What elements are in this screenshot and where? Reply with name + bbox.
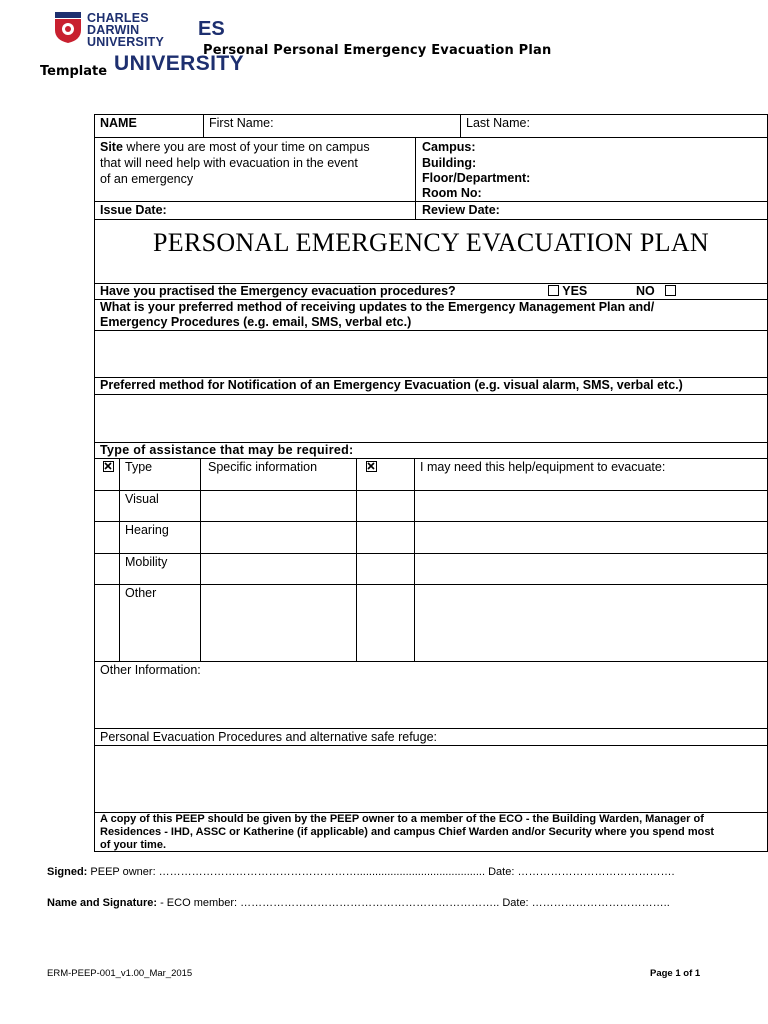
row-visual: Visual <box>125 492 159 506</box>
name-signature-line: Name and Signature: - ECO member: …………………………………………………………….. Date: ……………………………….. <box>47 897 670 909</box>
row-mobility: Mobility <box>125 555 168 569</box>
yes-option[interactable]: YES <box>548 284 587 299</box>
peep-form <box>94 114 768 852</box>
site-description-line2: that will need help with evacuation in the event <box>100 156 358 170</box>
template-label: Template <box>40 64 108 79</box>
plan-title: PERSONAL EMERGENCY EVACUATION PLAN <box>153 228 709 257</box>
building-field[interactable]: Building: <box>422 156 477 170</box>
evacuation-procedures-field[interactable]: Personal Evacuation Procedures and alternative safe refuge: <box>100 730 438 744</box>
logo-text: CHARLES DARWIN UNIVERSITY <box>87 11 165 49</box>
site-description: Site where you are most of your time on campus <box>100 140 370 154</box>
logo-ghost-text: ES <box>198 18 225 40</box>
floor-department-field[interactable]: Floor/Department: <box>422 171 531 185</box>
col-type-header: Type <box>125 460 153 474</box>
help-checkbox[interactable] <box>366 461 377 472</box>
assistance-label: Type of assistance that may be required: <box>100 443 354 457</box>
row-hearing: Hearing <box>125 523 169 537</box>
document-title: Personal Personal Emergency Evacuation Plan <box>203 43 552 58</box>
updates-question-line2: Emergency Procedures (e.g. email, SMS, verbal etc.) <box>100 315 412 329</box>
review-date-field[interactable]: Review Date: <box>422 203 500 217</box>
yes-checkbox[interactable] <box>548 285 559 296</box>
crest-icon <box>52 10 86 44</box>
check-x-icon <box>367 462 375 470</box>
check-x-icon <box>104 462 112 470</box>
name-label: NAME <box>100 116 137 130</box>
col-help-header: I may need this help/equipment to evacuate: <box>420 460 666 474</box>
col-specific-header: Specific information <box>208 460 318 474</box>
type-checkbox[interactable] <box>103 461 114 472</box>
issue-date-field[interactable]: Issue Date: <box>100 203 167 217</box>
logo-big-text: UNIVERSITY <box>114 52 245 75</box>
no-option[interactable]: NO <box>636 284 676 299</box>
last-name-field[interactable]: Last Name: <box>466 116 530 130</box>
page-number: Page 1 of 1 <box>650 968 701 979</box>
copy-note-line2: Residences - IHD, ASSC or Katherine (if applicable) and campus Chief Warden and/or Security where you spend most <box>100 826 715 838</box>
room-number-field[interactable]: Room No: <box>422 186 482 200</box>
site-description-line3: of an emergency <box>100 172 194 186</box>
signed-line: Signed: PEEP owner: ……………………………………………….......................................... Date: ……………………………………. <box>47 866 675 878</box>
updates-question: What is your preferred method of receiving updates to the Emergency Management Plan and/ <box>100 300 655 314</box>
copy-note: A copy of this PEEP should be given by the PEEP owner to a member of the ECO - the Building Warden, Manager of <box>100 813 704 825</box>
notification-question: Preferred method for Notification of an Emergency Evacuation (e.g. visual alarm, SMS, verbal etc.) <box>100 378 683 392</box>
document-id: ERM-PEEP-001_v1.00_Mar_2015 <box>47 968 193 979</box>
row-other: Other <box>125 586 157 600</box>
copy-note-line3: of your time. <box>100 839 167 851</box>
practised-question: Have you practised the Emergency evacuation procedures? <box>100 284 456 298</box>
campus-field[interactable]: Campus: <box>422 140 476 154</box>
other-information-field[interactable]: Other Information: <box>100 663 201 677</box>
no-checkbox[interactable] <box>665 285 676 296</box>
first-name-field[interactable]: First Name: <box>209 116 274 130</box>
